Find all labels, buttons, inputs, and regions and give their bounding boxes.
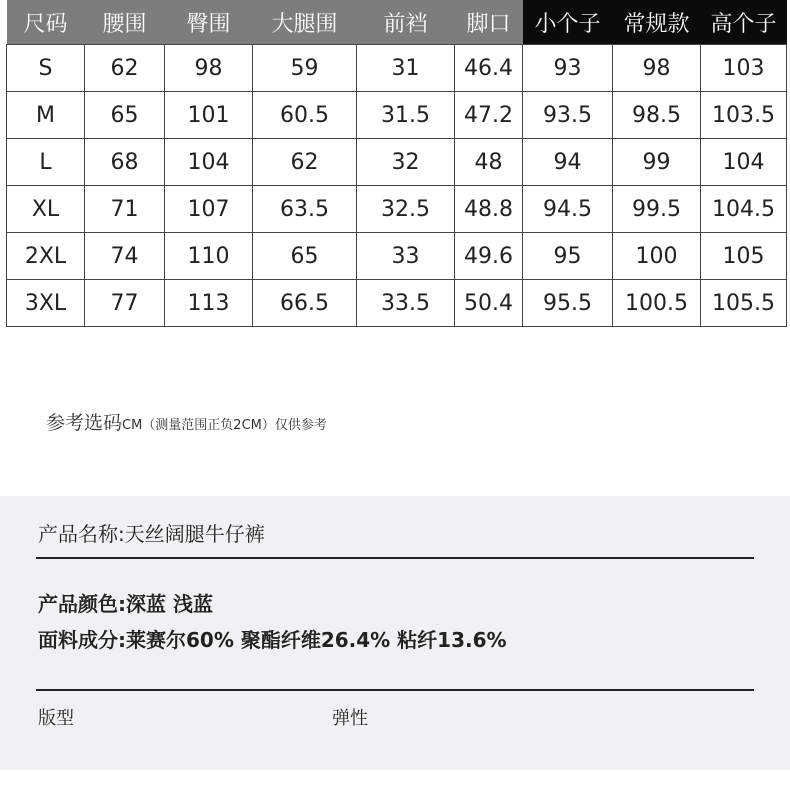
product-name: 产品名称:天丝阔腿牛仔裤 (38, 522, 265, 546)
table-cell: 104 (701, 139, 787, 186)
table-cell: 32 (357, 139, 455, 186)
note-main: 参考选码 (46, 412, 123, 434)
header-petite: 小个子 (523, 0, 613, 45)
table-cell: 48.8 (455, 186, 523, 233)
divider (36, 557, 754, 559)
table-cell: 94.5 (523, 186, 613, 233)
table-cell: 63.5 (253, 186, 357, 233)
table-cell: 66.5 (253, 280, 357, 327)
table-cell: 103 (701, 45, 787, 92)
table-cell: 93.5 (523, 92, 613, 139)
table-cell: 77 (85, 280, 165, 327)
table-row (7, 186, 787, 233)
table-row (7, 45, 787, 92)
elastic-label: 弹性 (332, 708, 368, 729)
table-cell: 110 (165, 233, 253, 280)
table-cell: 107 (165, 186, 253, 233)
header-leg-opening: 脚口 (455, 0, 523, 45)
table-cell: 60.5 (253, 92, 357, 139)
table-cell: 65 (253, 233, 357, 280)
table-cell: 98 (613, 45, 701, 92)
table-cell: 47.2 (455, 92, 523, 139)
table-cell: 105 (701, 233, 787, 280)
table-cell: 113 (165, 280, 253, 327)
header-regular: 常规款 (613, 0, 701, 45)
table-cell: 59 (253, 45, 357, 92)
table-cell: 100.5 (613, 280, 701, 327)
table-row (7, 139, 787, 186)
table-cell: 46.4 (455, 45, 523, 92)
table-cell: 98 (165, 45, 253, 92)
table-row (7, 233, 787, 280)
header-thigh: 大腿围 (253, 0, 357, 45)
table-cell: 103.5 (701, 92, 787, 139)
header-size: 尺码 (7, 0, 85, 45)
table-cell: 94 (523, 139, 613, 186)
table-cell: S (7, 45, 85, 92)
table-cell: 31 (357, 45, 455, 92)
table-cell: 65 (85, 92, 165, 139)
table-cell: 95 (523, 233, 613, 280)
table-cell: 31.5 (357, 92, 455, 139)
table-cell: 99 (613, 139, 701, 186)
table-cell: L (7, 139, 85, 186)
table-cell: 50.4 (455, 280, 523, 327)
table-cell: 93 (523, 45, 613, 92)
product-fabric: 面料成分:莱赛尔60% 聚酯纤维26.4% 粘纤13.6% (38, 628, 507, 652)
table-cell: XL (7, 186, 85, 233)
table-cell: 62 (85, 45, 165, 92)
table-cell: 33 (357, 233, 455, 280)
header-hip: 臀围 (165, 0, 253, 45)
header-tall: 高个子 (701, 0, 787, 45)
table-cell: 32.5 (357, 186, 455, 233)
product-color: 产品颜色:深蓝 浅蓝 (38, 592, 213, 616)
table-cell: 98.5 (613, 92, 701, 139)
table-cell: 104 (165, 139, 253, 186)
table-cell: 105.5 (701, 280, 787, 327)
table-cell: 104.5 (701, 186, 787, 233)
note-small: CM（测量范围正负2CM）仅供参考 (122, 418, 327, 433)
size-table (6, 0, 787, 327)
table-cell: 101 (165, 92, 253, 139)
divider (36, 689, 754, 691)
table-header-row (7, 0, 787, 45)
table-cell: 71 (85, 186, 165, 233)
header-waist: 腰围 (85, 0, 165, 45)
table-row (7, 280, 787, 327)
table-cell: 74 (85, 233, 165, 280)
table-cell: 100 (613, 233, 701, 280)
size-reference-note (46, 408, 327, 435)
table-cell: 48 (455, 139, 523, 186)
table-cell: 49.6 (455, 233, 523, 280)
table-cell: M (7, 92, 85, 139)
table-cell: 2XL (7, 233, 85, 280)
table-cell: 99.5 (613, 186, 701, 233)
table-cell: 95.5 (523, 280, 613, 327)
table-cell: 68 (85, 139, 165, 186)
fit-label: 版型 (38, 708, 74, 729)
table-row (7, 92, 787, 139)
table-cell: 62 (253, 139, 357, 186)
table-cell: 3XL (7, 280, 85, 327)
table-cell: 33.5 (357, 280, 455, 327)
header-front-rise: 前裆 (357, 0, 455, 45)
product-info-panel (0, 496, 790, 770)
